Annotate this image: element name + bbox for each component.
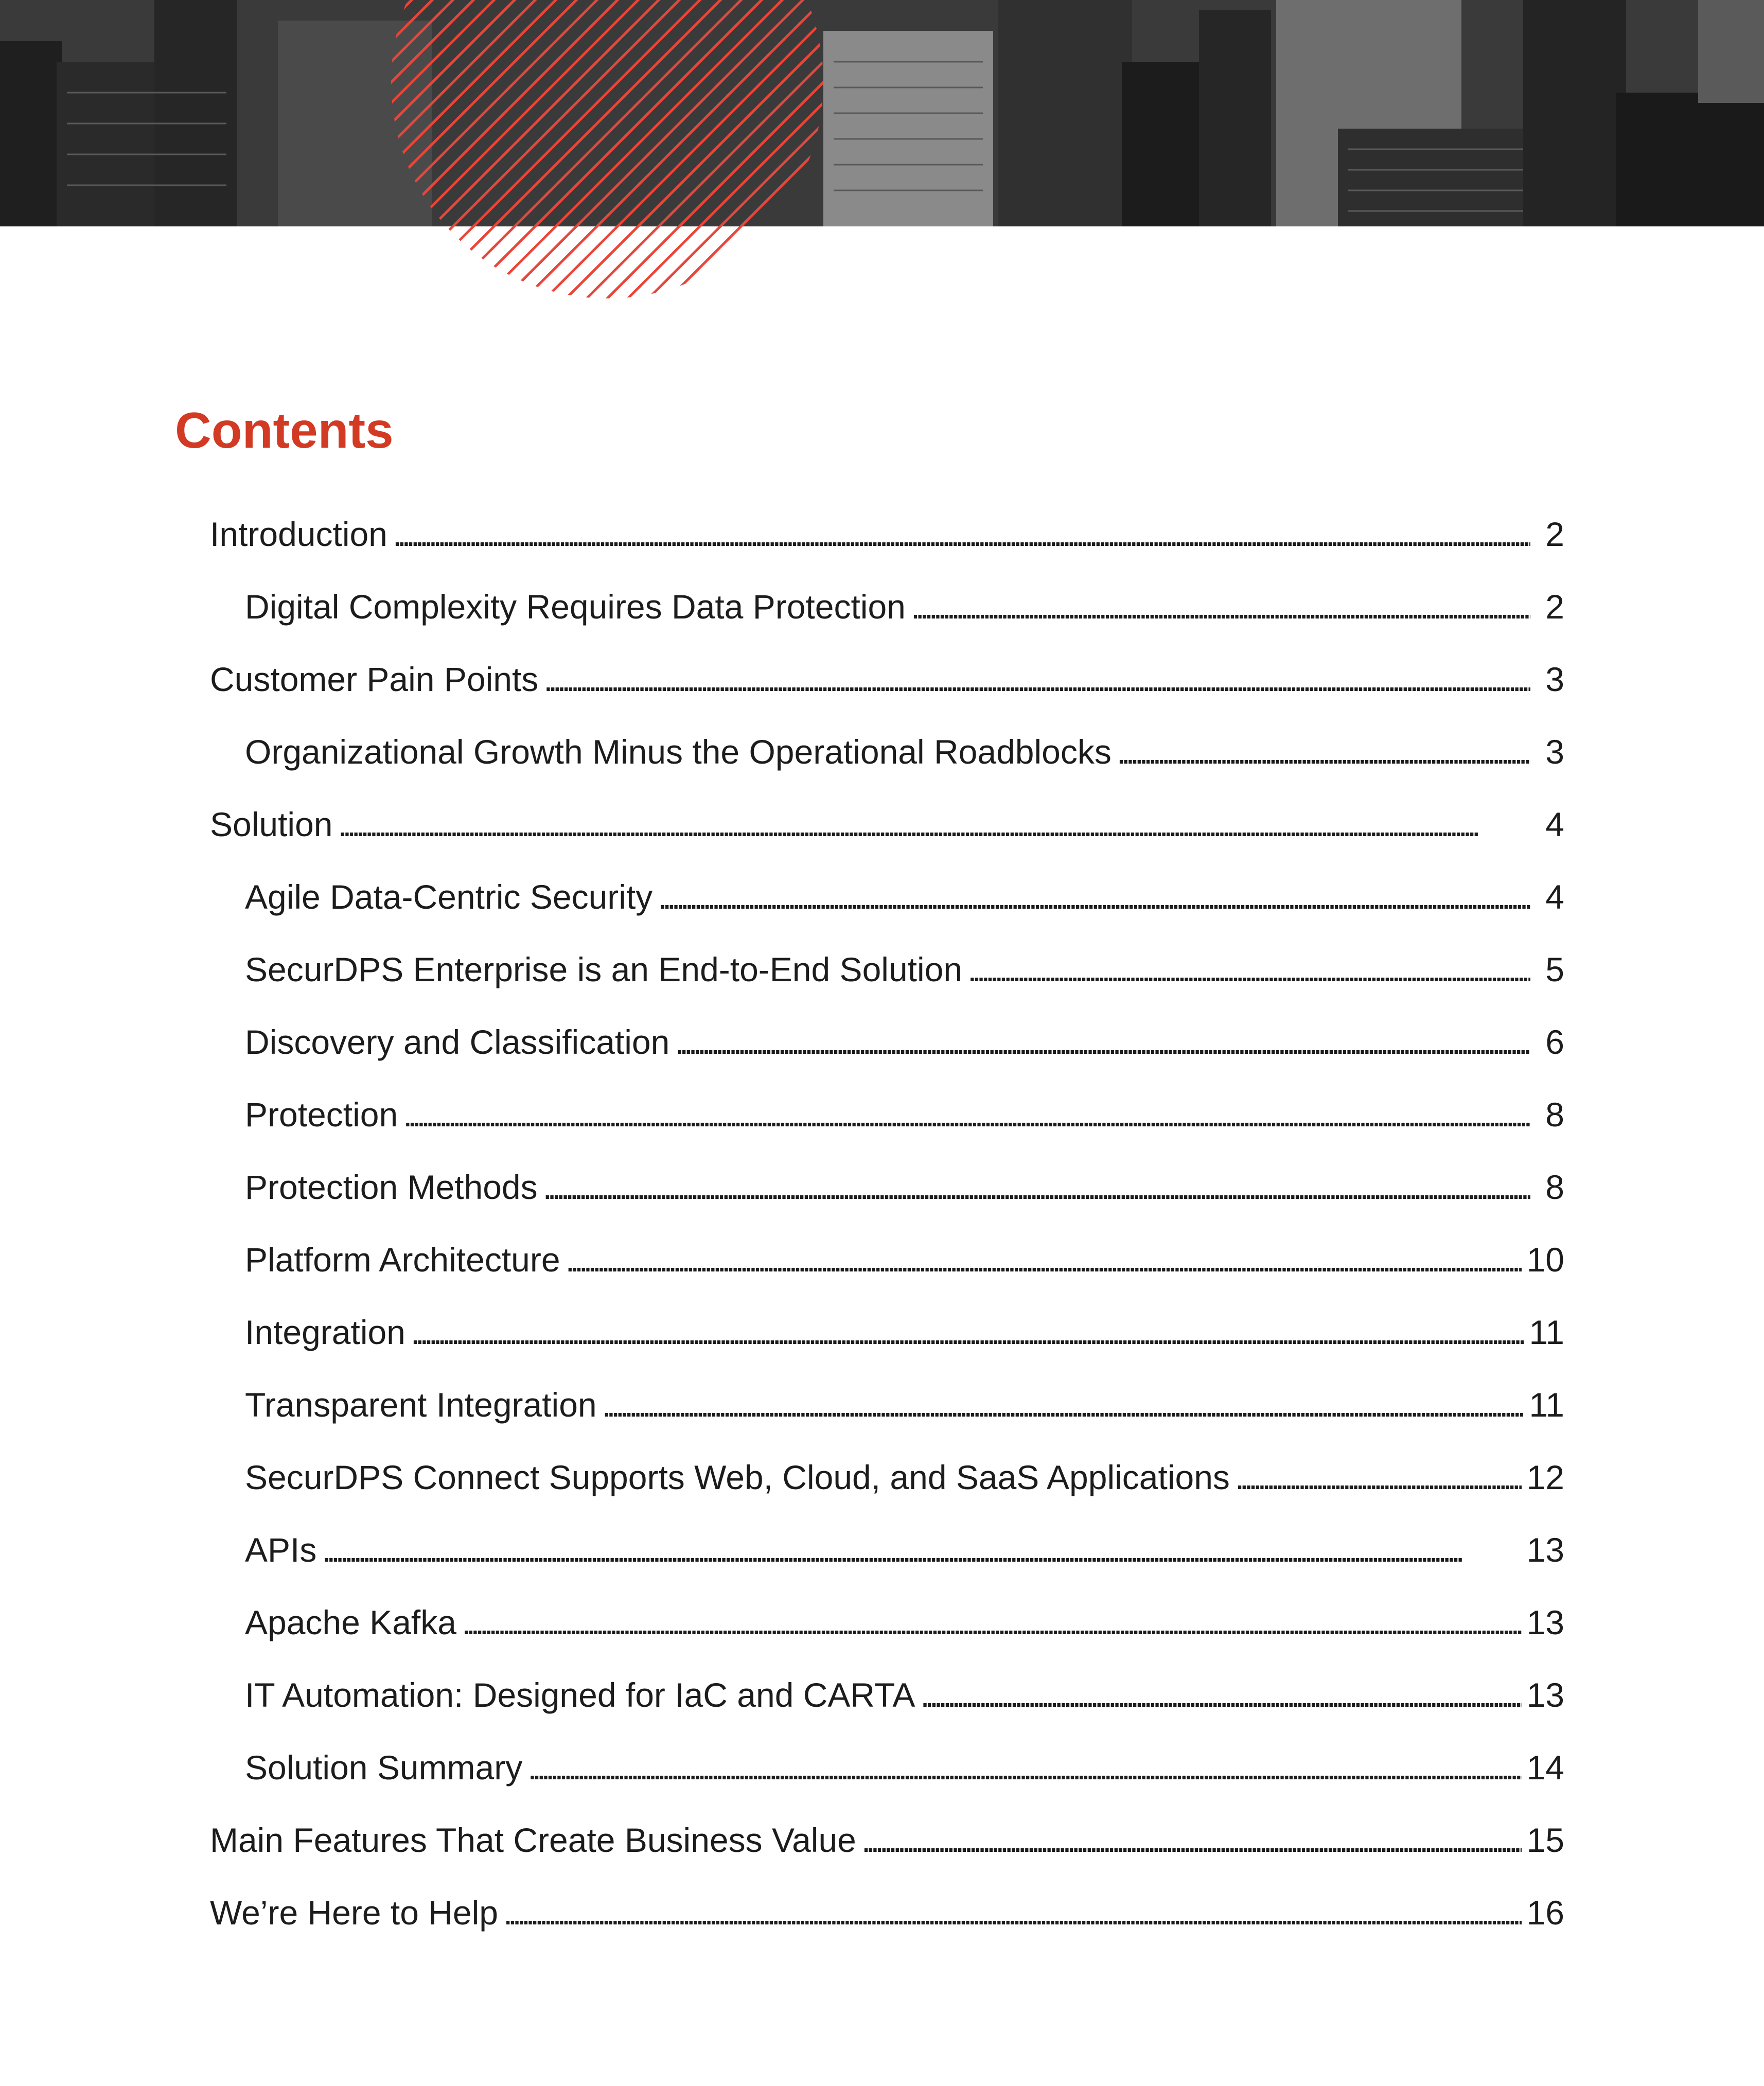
header-city-image: [0, 0, 1764, 226]
toc-entry-customer-pain-points[interactable]: [210, 660, 1564, 732]
toc-entry-label: We’re Here to Help: [210, 1894, 499, 1932]
toc-entry-label: Digital Complexity Requires Data Protection: [245, 588, 906, 626]
toc-entry-main-features[interactable]: [210, 1820, 1564, 1893]
dot-leader: [543, 1168, 1530, 1207]
toc-entry-label: SecurDPS Enterprise is an End-to-End Solution: [245, 950, 963, 988]
toc-page-number: 16: [1526, 1894, 1564, 1932]
toc-entry-apis[interactable]: [210, 1530, 1564, 1603]
toc-page-number: 11: [1529, 1386, 1564, 1424]
toc-entry-label: Integration: [245, 1313, 405, 1351]
dot-leader: [920, 1675, 1521, 1714]
toc-entry-securdps-connect[interactable]: [210, 1458, 1564, 1530]
toc-page-number: 15: [1526, 1821, 1564, 1859]
toc-entry-label: Introduction: [210, 515, 387, 553]
dot-leader: [1235, 1458, 1522, 1497]
toc-entry-label: Main Features That Create Business Value: [210, 1821, 856, 1859]
toc-page-number: 4: [1545, 805, 1564, 843]
toc-page-number: 8: [1545, 1168, 1564, 1206]
toc-entry-label: Transparent Integration: [245, 1386, 597, 1424]
dot-leader: [861, 1820, 1522, 1860]
toc-entry-label: Agile Data-Centric Security: [245, 878, 653, 916]
toc-page-number: 13: [1526, 1531, 1564, 1569]
toc-entry-platform-architecture[interactable]: [210, 1240, 1564, 1313]
toc-page-number: 14: [1526, 1748, 1564, 1787]
toc-entry-it-automation[interactable]: [210, 1675, 1564, 1748]
toc-entry-integration[interactable]: [210, 1313, 1564, 1385]
dot-leader: [1117, 732, 1530, 771]
toc-page-number: 6: [1545, 1023, 1564, 1061]
dot-leader: [602, 1385, 1524, 1424]
toc-entry-agile-data-centric-security[interactable]: [210, 877, 1564, 950]
toc-page-number: 3: [1545, 733, 1564, 771]
toc-entry-transparent-integration[interactable]: [210, 1385, 1564, 1458]
dot-leader: [411, 1313, 1524, 1352]
toc-page-number: 2: [1545, 588, 1564, 626]
toc-entry-label: Solution Summary: [245, 1748, 523, 1787]
toc-page-number: 3: [1545, 660, 1564, 698]
toc-entry-solution[interactable]: [210, 805, 1564, 877]
toc-entry-label: Protection Methods: [245, 1168, 538, 1206]
toc-entry-label: Platform Architecture: [245, 1241, 560, 1279]
dot-leader: [322, 1530, 1521, 1569]
toc-entry-securdps-enterprise[interactable]: [210, 950, 1564, 1022]
table-of-contents: [210, 515, 1564, 1966]
dot-leader: [462, 1603, 1522, 1642]
dot-leader: [527, 1748, 1521, 1787]
dot-leader: [658, 877, 1530, 916]
toc-entry-digital-complexity[interactable]: [210, 587, 1564, 660]
dot-leader: [543, 660, 1530, 699]
toc-entry-protection[interactable]: [210, 1095, 1564, 1168]
toc-entry-label: Apache Kafka: [245, 1603, 456, 1641]
toc-entry-introduction[interactable]: [210, 515, 1564, 587]
dot-leader: [967, 950, 1530, 989]
city-skyline-graphic: [0, 0, 1764, 226]
toc-entry-protection-methods[interactable]: [210, 1168, 1564, 1240]
toc-entry-label: Solution: [210, 805, 333, 843]
contents-heading: Contents: [175, 402, 394, 458]
toc-page-number: 2: [1545, 515, 1564, 553]
dot-leader: [338, 805, 1530, 844]
toc-page-number: 4: [1545, 878, 1564, 916]
toc-entry-were-here-to-help[interactable]: [210, 1893, 1564, 1966]
toc-entry-label: SecurDPS Connect Supports Web, Cloud, and SaaS Applications: [245, 1458, 1230, 1496]
toc-entry-label: Protection: [245, 1095, 398, 1134]
dot-leader: [675, 1022, 1530, 1062]
toc-page-number: 13: [1526, 1603, 1564, 1641]
toc-page-number: 8: [1545, 1095, 1564, 1134]
toc-page-number: 10: [1526, 1241, 1564, 1279]
toc-entry-discovery-classification[interactable]: [210, 1022, 1564, 1095]
toc-entry-label: Organizational Growth Minus the Operational Roadblocks: [245, 733, 1112, 771]
toc-page-number: 13: [1526, 1676, 1564, 1714]
toc-page-number: 12: [1526, 1458, 1564, 1496]
toc-entry-solution-summary[interactable]: [210, 1748, 1564, 1820]
toc-page-number: 5: [1545, 950, 1564, 988]
toc-entry-label: Customer Pain Points: [210, 660, 539, 698]
dot-leader: [911, 587, 1530, 626]
toc-page-number: 11: [1529, 1313, 1564, 1351]
toc-entry-label: IT Automation: Designed for IaC and CARTA: [245, 1676, 915, 1714]
toc-entry-label: APIs: [245, 1531, 317, 1569]
dot-leader: [393, 515, 1530, 554]
toc-entry-apache-kafka[interactable]: [210, 1603, 1564, 1675]
dot-leader: [403, 1095, 1530, 1134]
dot-leader: [566, 1240, 1522, 1279]
toc-entry-organizational-growth[interactable]: [210, 732, 1564, 805]
dot-leader: [503, 1893, 1522, 1932]
toc-entry-label: Discovery and Classification: [245, 1023, 670, 1061]
